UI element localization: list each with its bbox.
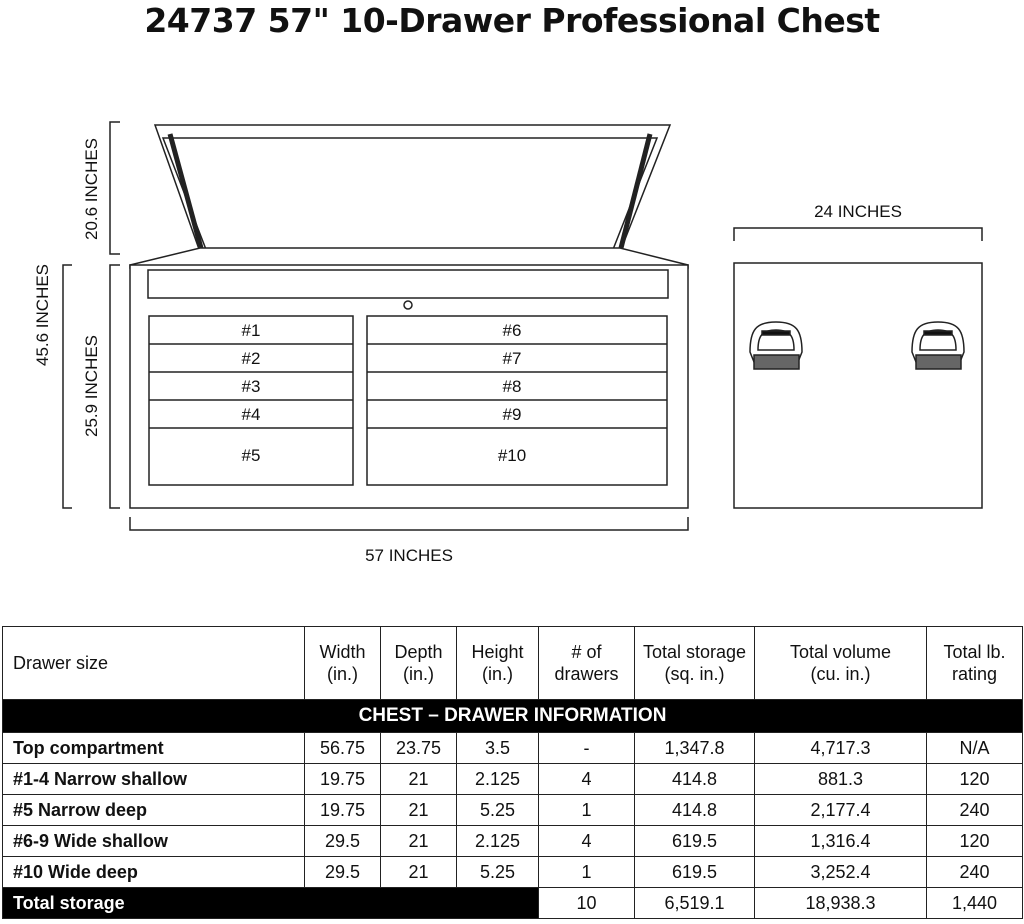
drawer-label-5: #5 — [241, 446, 261, 465]
drawer-label-6: #6 — [502, 321, 522, 340]
drawer-label-1: #1 — [241, 321, 261, 340]
table-row: #6-9 Wide shallow 29.5 21 2.125 4 619.5 1,316.4 120 — [3, 826, 1023, 857]
width-label: 57 INCHES — [365, 546, 453, 565]
drawer-label-2: #2 — [241, 349, 261, 368]
drawer-label-10: #10 — [497, 446, 527, 465]
table-row: #1-4 Narrow shallow 19.75 21 2.125 4 414.8 881.3 120 — [3, 764, 1023, 795]
header-width: Width (in.) — [305, 627, 381, 700]
top-compartment — [148, 270, 668, 298]
total-rating: 1,440 — [927, 888, 1023, 919]
header-drawer-size: Drawer size — [3, 627, 305, 700]
lid-height-label: 20.6 INCHES — [82, 137, 101, 241]
table-caption: CHEST – DRAWER INFORMATION — [3, 700, 1023, 733]
drawer-label-7: #7 — [502, 349, 522, 368]
header-total-storage: Total storage (sq. in.) — [635, 627, 755, 700]
depth-label: 24 INCHES — [814, 202, 902, 221]
total-storage: 6,519.1 — [635, 888, 755, 919]
total-drawers: 10 — [539, 888, 635, 919]
chest-lid — [155, 125, 670, 252]
total-volume: 18,938.3 — [755, 888, 927, 919]
table-row: #10 Wide deep 29.5 21 5.25 1 619.5 3,252.4 240 — [3, 857, 1023, 888]
header-depth: Depth (in.) — [381, 627, 457, 700]
page-title: 24737 57" 10-Drawer Professional Chest — [144, 1, 880, 40]
header-height: Height (in.) — [457, 627, 539, 700]
total-row — [3, 888, 1023, 919]
table-row: #5 Narrow deep 19.75 21 5.25 1 414.8 2,177.4 240 — [3, 795, 1023, 826]
header-total-volume: Total volume (cu. in.) — [755, 627, 927, 700]
body-height-label: 25.9 INCHES — [82, 334, 101, 438]
side-handle-right — [912, 322, 964, 369]
header-drawer-count: # of drawers — [539, 627, 635, 700]
total-height-label: 45.6 INCHES — [33, 263, 52, 367]
table-row: Top compartment 56.75 23.75 3.5 - 1,347.8 4,717.3 N/A — [3, 733, 1023, 764]
drawer-label-4: #4 — [241, 405, 261, 424]
drawer-information-table — [2, 626, 1023, 919]
header-total-rating: Total lb. rating — [927, 627, 1023, 700]
chest-side — [734, 263, 982, 508]
side-handle-left — [750, 322, 802, 369]
chest-front — [130, 125, 688, 508]
drawer-label-3: #3 — [241, 377, 261, 396]
drawer-label-8: #8 — [502, 377, 522, 396]
drawer-label-9: #9 — [502, 405, 522, 424]
total-label: Total storage — [3, 888, 539, 919]
lock-keyhole — [404, 301, 412, 309]
